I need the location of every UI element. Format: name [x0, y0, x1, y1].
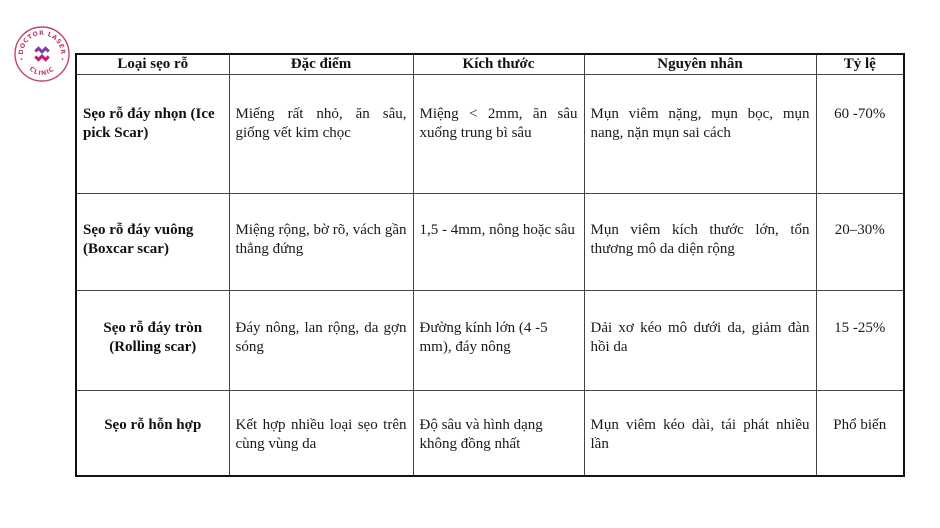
header-cause: Nguyên nhân [584, 54, 816, 75]
table-row [76, 391, 904, 477]
cell-scar-type: Sẹo rỗ hỗn hợp [76, 391, 229, 477]
cell-size: 1,5 - 4mm, nông hoặc sâu [413, 194, 584, 291]
table-row [76, 75, 904, 194]
cell-scar-type: Sẹo rỗ đáy tròn (Rolling scar) [76, 291, 229, 391]
header-features: Đặc điểm [229, 54, 413, 75]
table-row [76, 291, 904, 391]
clinic-badge-icon [13, 25, 71, 83]
cell-features: Kết hợp nhiều loại sẹo trên cùng vùng da [229, 391, 413, 477]
cell-cause: Dải xơ kéo mô dưới da, giảm đàn hồi da [584, 291, 816, 391]
cell-rate: 15 -25% [816, 291, 904, 391]
cell-cause: Mụn viêm kích thước lớn, tổn thương mô da diện rộng [584, 194, 816, 291]
cell-features: Đáy nông, lan rộng, da gợn sóng [229, 291, 413, 391]
cell-size: Độ sâu và hình dạng không đồng nhất [413, 391, 584, 477]
svg-text:DOCTOR LASER: DOCTOR LASER [17, 29, 67, 56]
cell-rate: 60 -70% [816, 75, 904, 194]
cell-rate: Phổ biến [816, 391, 904, 477]
cell-scar-type: Sẹo rỗ đáy nhọn (Ice pick Scar) [76, 75, 229, 194]
cell-cause: Mụn viêm kéo dài, tái phát nhiều lần [584, 391, 816, 477]
table-header-row [76, 54, 904, 75]
doctor-laser-clinic-logo [13, 25, 71, 83]
cell-scar-type: Sẹo rỗ đáy vuông (Boxcar scar) [76, 194, 229, 291]
header-scar-type: Loại sẹo rỗ [76, 54, 229, 75]
header-rate: Tỷ lệ [816, 54, 904, 75]
acne-scar-types-table [75, 53, 905, 477]
svg-text:CLINIC: CLINIC [27, 65, 57, 78]
table-row [76, 194, 904, 291]
cell-rate: 20–30% [816, 194, 904, 291]
header-size: Kích thước [413, 54, 584, 75]
cell-size: Miệng < 2mm, ăn sâu xuống trung bì sâu [413, 75, 584, 194]
cell-size: Đường kính lớn (4 -5 mm), đáy nông [413, 291, 584, 391]
cell-features: Miếng rất nhỏ, ăn sâu, giống vết kim chọc [229, 75, 413, 194]
cell-cause: Mụn viêm nặng, mụn bọc, mụn nang, nặn mụn sai cách [584, 75, 816, 194]
cell-features: Miệng rộng, bờ rõ, vách gần thẳng đứng [229, 194, 413, 291]
